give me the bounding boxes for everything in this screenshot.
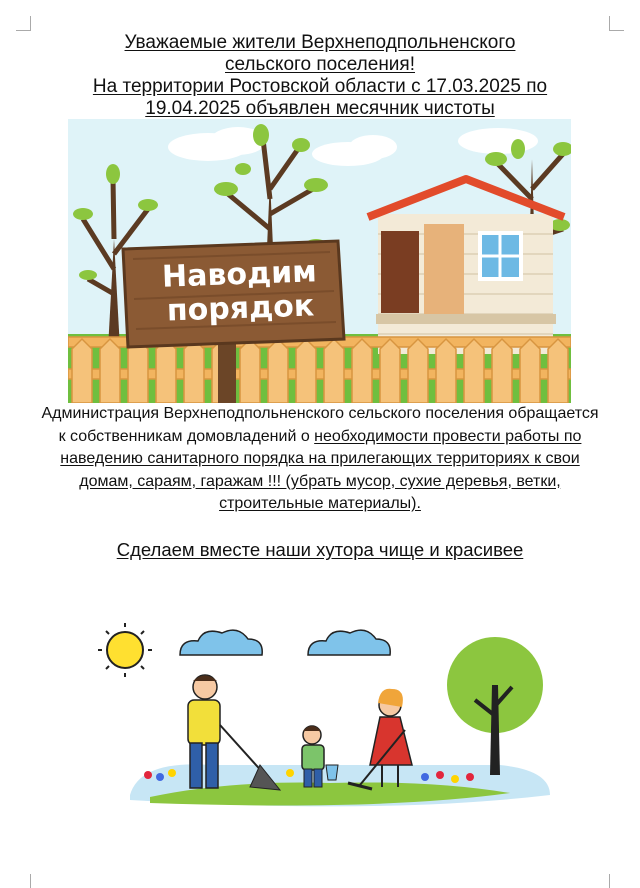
- page-corner-mark: [16, 16, 31, 31]
- page-corner-mark: [609, 16, 624, 31]
- family-cleanup-illustration: [80, 615, 570, 815]
- sun-icon: [98, 623, 152, 677]
- heading-line: 19.04.2025 объявлен месячник чистоты: [145, 98, 495, 119]
- heading-line: сельского поселения!: [225, 54, 415, 75]
- body-underlined-text: необходимости провести работы по наведению санитарного порядка на прилегающих территориях к свои домам, сараям, гаражам !!! (убрать мусор, сухие деревья, ветки, строительные материалы).: [60, 427, 582, 512]
- page-corner-mark: [16, 874, 31, 888]
- sign-line: порядок: [166, 288, 315, 329]
- tree-icon: [447, 637, 543, 775]
- slogan: Сделаем вместе наши хутора чище и красивее: [116, 539, 524, 560]
- page-heading: [40, 32, 600, 120]
- banner-sign-text: [132, 254, 348, 329]
- heading-line: На территории Ростовской области с 17.03.2025 по: [92, 76, 548, 97]
- heading-line: Уважаемые жители Верхнеподпольненского: [124, 32, 516, 53]
- body-plain-text: Администрация Верхнеподпольненского сельского поселения обращается к собственникам домовладений о: [41, 405, 599, 445]
- cloud-icon: [180, 630, 390, 655]
- child-figure: [302, 726, 338, 787]
- announcement-body: [40, 403, 600, 516]
- sign-line: Наводим: [161, 254, 318, 295]
- page-corner-mark: [609, 874, 624, 888]
